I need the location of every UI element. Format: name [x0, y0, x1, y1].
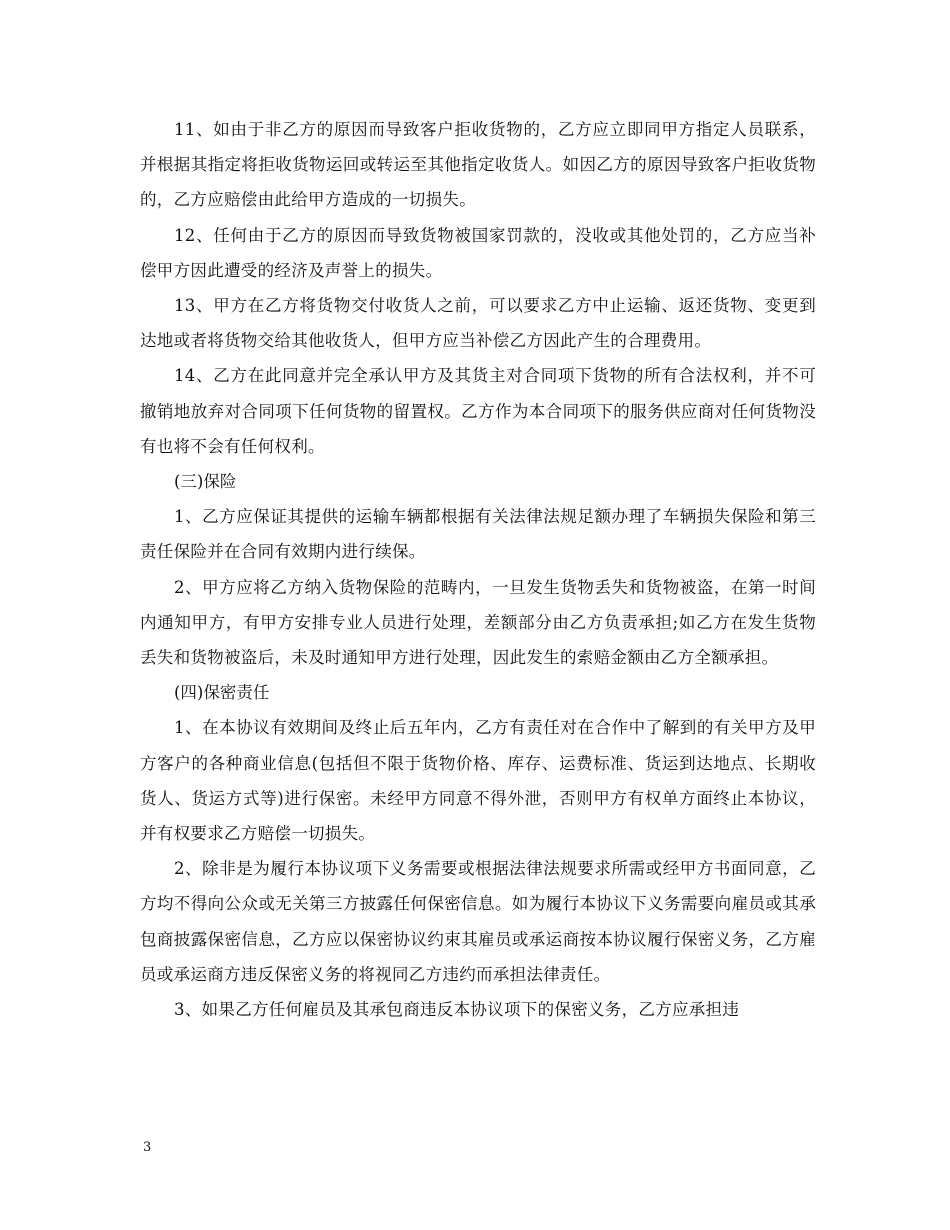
- confidentiality-clause-2: 2、除非是为履行本协议项下义务需要或根据法律法规要求所需或经甲方书面同意，乙方均不得向公众或无关第三方披露任何保密信息。如为履行本协议下义务需要向雇员或其承包商披露保密信息，乙方应以保密协议约束其雇员或承运商按本协议履行保密义务，乙方雇员或承运商方违反保密义务的将视同乙方违约而承担法律责任。: [140, 859, 816, 984]
- confidentiality-clause-1: 1、在本协议有效期间及终止后五年内，乙方有责任对在合作中了解到的有关甲方及甲方客户的各种商业信息(包括但不限于货物价格、库存、运费标准、货运到达地点、长期收货人、货运方式等)进行保密。未经甲方同意不得外泄，否则甲方有权单方面终止本协议，并有权要求乙方赔偿一切损失。: [140, 718, 816, 844]
- insurance-clause-2: 2、甲方应将乙方纳入货物保险的范畴内，一旦发生货物丢失和货物被盗，在第一时间内通知甲方，有甲方安排专业人员进行处理，差额部分由乙方负责承担;如乙方在发生货物丢失和货物被盗后，未及时通知甲方进行处理，因此发生的索赔金额由乙方全额承担。: [140, 577, 816, 668]
- clause-14: 14、乙方在此同意并完全承认甲方及其货主对合同项下货物的所有合法权利，并不可撤销地放弃对合同项下任何货物的留置权。乙方作为本合同项下的服务供应商对任何货物没有也将不会有任何权利。: [140, 366, 816, 456]
- insurance-clause-1: 1、乙方应保证其提供的运输车辆都根据有关法律法规足额办理了车辆损失保险和第三责任保险并在合同有效期内进行续保。: [140, 507, 816, 562]
- section-heading-confidentiality: (四)保密责任: [174, 683, 270, 703]
- clause-11: 11、如由于非乙方的原因而导致客户拒收货物的，乙方应立即同甲方指定人员联系，并根据其指定将拒收货物运回或转运至其他指定收货人。如因乙方的原因导致客户拒收货物的，乙方应赔偿由此给甲方造成的一切损失。: [140, 120, 816, 210]
- confidentiality-clause-3: 3、如果乙方任何雇员及其承包商违反本协议项下的保密义务，乙方应承担违: [174, 1000, 740, 1020]
- clause-12: 12、任何由于乙方的原因而导致货物被国家罚款的，没收或其他处罚的，乙方应当补偿甲方因此遭受的经济及声誉上的损失。: [140, 225, 816, 280]
- section-heading-insurance: (三)保险: [174, 472, 237, 492]
- page-number: 3: [143, 1140, 152, 1155]
- clause-13: 13、甲方在乙方将货物交付收货人之前，可以要求乙方中止运输、返还货物、变更到达地或者将货物交给其他收货人，但甲方应当补偿乙方因此产生的合理费用。: [140, 296, 816, 351]
- document-body: [140, 112, 816, 1027]
